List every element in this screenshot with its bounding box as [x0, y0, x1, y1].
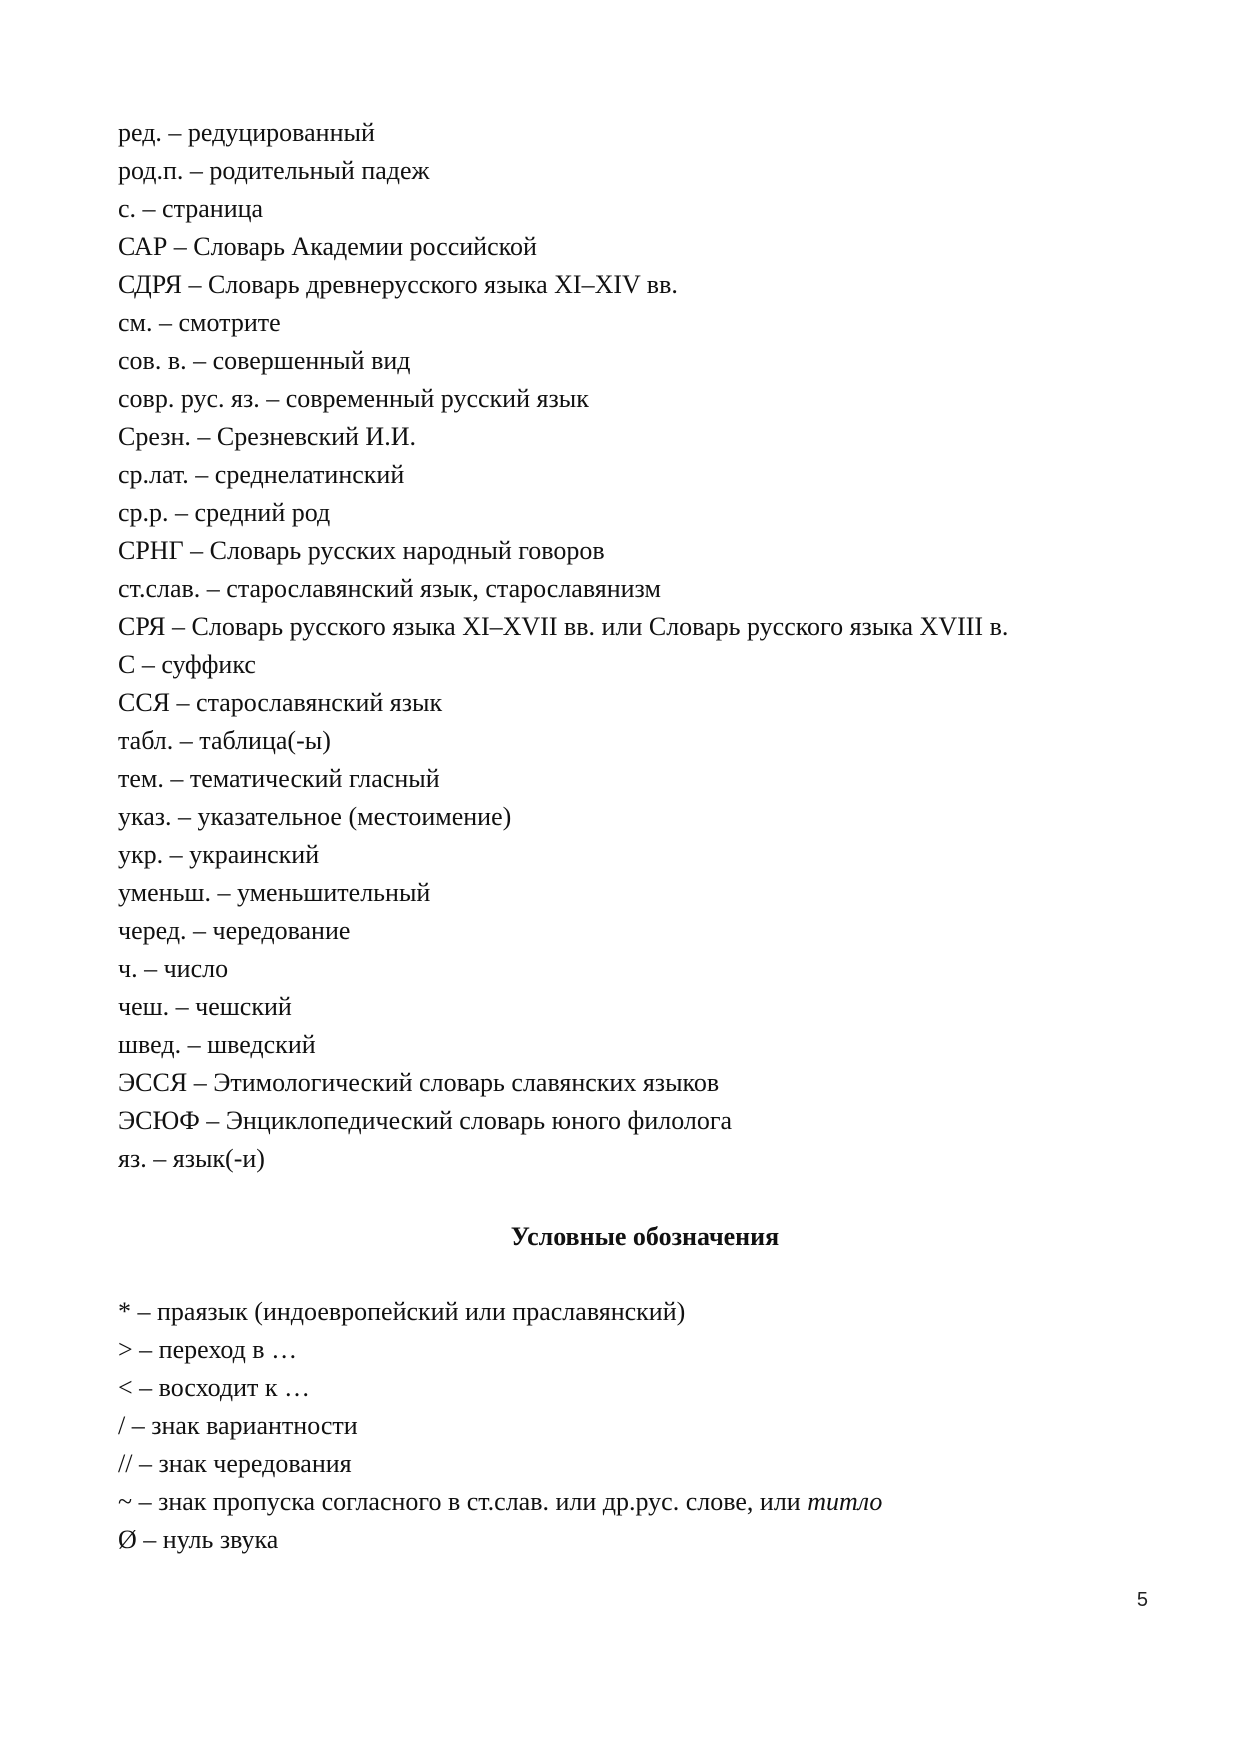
abbreviation-item: ст.слав. – старославянский язык, старославянизм [118, 574, 661, 603]
abbreviation-item: сов. в. – совершенный вид [118, 346, 411, 375]
section-title: Условные обозначения [510, 1222, 780, 1251]
abbreviation-item: ЭССЯ – Этимологический словарь славянских языков [118, 1068, 720, 1097]
page-number: 5 [1136, 1589, 1148, 1611]
abbreviation-item: указ. – указательное (местоимение) [118, 802, 512, 831]
abbreviation-item: ср.р. – средний род [118, 498, 331, 527]
abbreviation-item: САР – Словарь Академии российской [118, 232, 537, 261]
abbreviation-item: яз. – язык(-и) [118, 1144, 265, 1173]
symbol-item: / – знак вариантности [118, 1411, 358, 1440]
symbol-list [118, 1293, 1158, 1559]
symbol-item [118, 1483, 1158, 1521]
symbol-item: > – переход в … [118, 1335, 298, 1364]
abbreviation-item: СДРЯ – Словарь древнерусского языка XI–XIV вв. [118, 270, 678, 299]
abbreviation-item: см. – смотрите [118, 308, 281, 337]
abbreviation-item: табл. – таблица(-ы) [118, 726, 331, 755]
symbol-item-text: ~ – знак пропуска согласного в ст.слав. или др.рус. слове, или [118, 1487, 808, 1516]
abbreviation-item: СРЯ – Словарь русского языка XI–XVII вв. или Словарь русского языка XVIII в. [118, 612, 1009, 641]
abbreviation-item: швед. – шведский [118, 1030, 316, 1059]
abbreviation-item: С – суффикс [118, 650, 256, 679]
symbol-item: Ø – нуль звука [118, 1525, 279, 1554]
symbol-item: * – праязык (индоевропейский или праславянский) [118, 1297, 686, 1326]
abbreviation-item: черед. – чередование [118, 916, 351, 945]
abbreviation-list [118, 114, 1158, 1178]
abbreviation-item: тем. – тематический гласный [118, 764, 440, 793]
abbreviation-item: с. – страница [118, 194, 264, 223]
symbol-item-italic-term: титло [807, 1487, 883, 1516]
abbreviation-item: Срезн. – Срезневский И.И. [118, 422, 416, 451]
abbreviation-item: ред. – редуцированный [118, 118, 375, 147]
abbreviation-item: ССЯ – старославянский язык [118, 688, 443, 717]
abbreviation-item: укр. – украинский [118, 840, 320, 869]
symbol-item: // – знак чередования [118, 1449, 352, 1478]
abbreviation-item: ч. – число [118, 954, 229, 983]
symbol-item: < – восходит к … [118, 1373, 311, 1402]
abbreviation-item: совр. рус. яз. – современный русский язык [118, 384, 589, 413]
abbreviation-item: ЭСЮФ – Энциклопедический словарь юного филолога [118, 1106, 733, 1135]
abbreviation-item: чеш. – чешский [118, 992, 292, 1021]
abbreviation-item: СРНГ – Словарь русских народный говоров [118, 536, 605, 565]
abbreviation-item: род.п. – родительный падеж [118, 156, 430, 185]
abbreviation-item: ср.лат. – среднелатинский [118, 460, 405, 489]
abbreviation-item: уменьш. – уменьшительный [118, 878, 431, 907]
